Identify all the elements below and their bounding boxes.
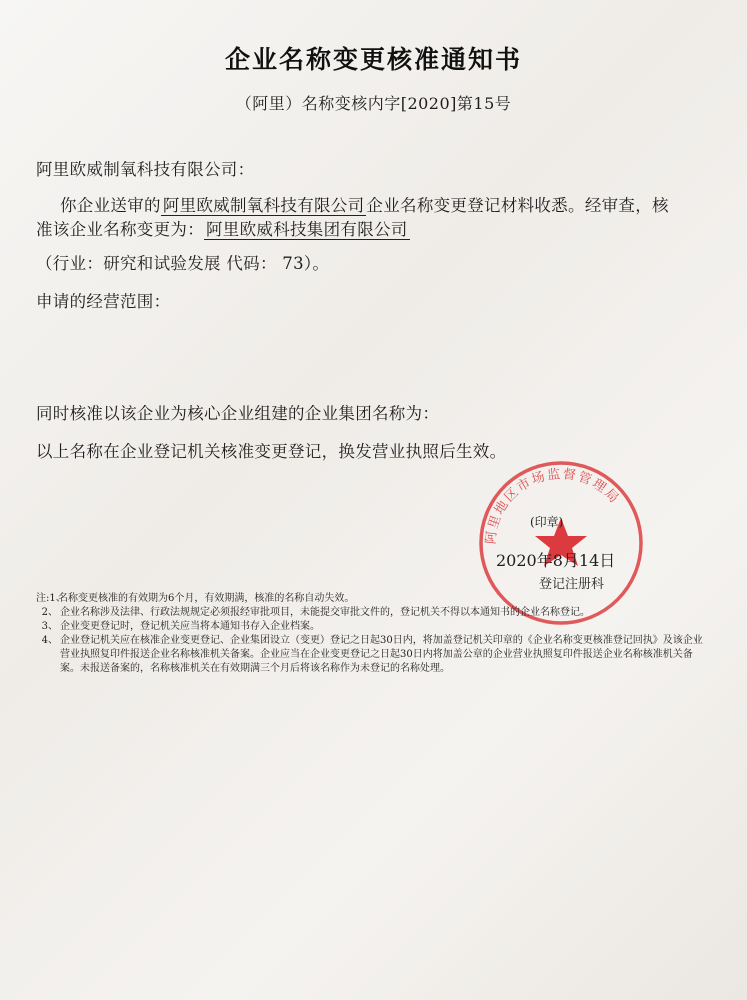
note-prefix: 2、 <box>41 607 58 618</box>
note-prefix: 4、 <box>41 635 58 646</box>
note-text: 企业变更登记时，登记机关应当将本通知书存入企业档案。 <box>60 621 320 632</box>
note-item <box>36 606 706 620</box>
document-number: （阿里）名称变核内字[2020]第15号 <box>235 94 512 113</box>
addressee: 阿里欧威制氧科技有限公司： <box>36 160 255 179</box>
note-text: 企业名称涉及法律、行政法规规定必须报经审批项目，未能提交审批文件的，登记机关不得以本通知书的企业名称登记。 <box>60 607 590 618</box>
document-title: 企业名称变更核准通知书 <box>224 45 522 74</box>
seal-department: 登记注册科 <box>539 577 605 592</box>
new-company-name: 阿里欧威科技集团有限公司 <box>206 220 408 239</box>
note-item <box>36 634 706 676</box>
body-line-1-suffix: 企业名称变更登记材料收悉。经审查，核 <box>366 196 669 215</box>
note-prefix: 注:1、 <box>36 593 66 604</box>
notes-section <box>36 592 706 676</box>
seal-outer-text: 阿里地区市场监督管理局 <box>483 466 623 545</box>
original-company-name: 阿里欧威制氧科技有限公司 <box>162 196 365 215</box>
group-name-line: 同时核准以该企业为核心企业组建的企业集团名称为： <box>36 404 440 423</box>
effect-line: 以上名称在企业登记机关核准变更登记，换发营业执照后生效。 <box>36 442 507 461</box>
note-text: 企业登记机关应在核准企业变更登记、企业集团设立（变更）登记之日起30日内，将加盖登记机关印章的《企业名称变更核准登记回执》及该企业营业执照复印件报送企业名称核准机关备案。企业应当在企业变更登记之日起30日内将加盖公章的企业营业执照复印件报送企业名称核准机关备案。未报送备案的，名称核准机关在有效期满三个月后将该名称作为未登记的名称处理。 <box>60 635 703 674</box>
note-prefix: 3、 <box>41 621 58 632</box>
body-line-2 <box>36 216 410 240</box>
note-text: 名称变更核准的有效期为6个月，有效期满，核准的名称自动失效。 <box>58 593 355 604</box>
body-line-1-prefix: 你企业送审的 <box>60 196 161 215</box>
industry-line: （行业：研究和试验发展 代码： 73）。 <box>36 254 330 273</box>
business-scope-label: 申请的经营范围： <box>36 292 171 311</box>
note-item <box>36 620 706 634</box>
body-line-1 <box>60 192 669 216</box>
note-item <box>36 592 706 606</box>
body-line-2-prefix: 准该企业名称变更为： <box>36 220 204 239</box>
svg-text:阿里地区市场监督管理局 <box>484 466 623 545</box>
seal-date: 2020年8月14日 <box>496 551 616 570</box>
seal-stamp-label: (印章) <box>530 515 564 529</box>
